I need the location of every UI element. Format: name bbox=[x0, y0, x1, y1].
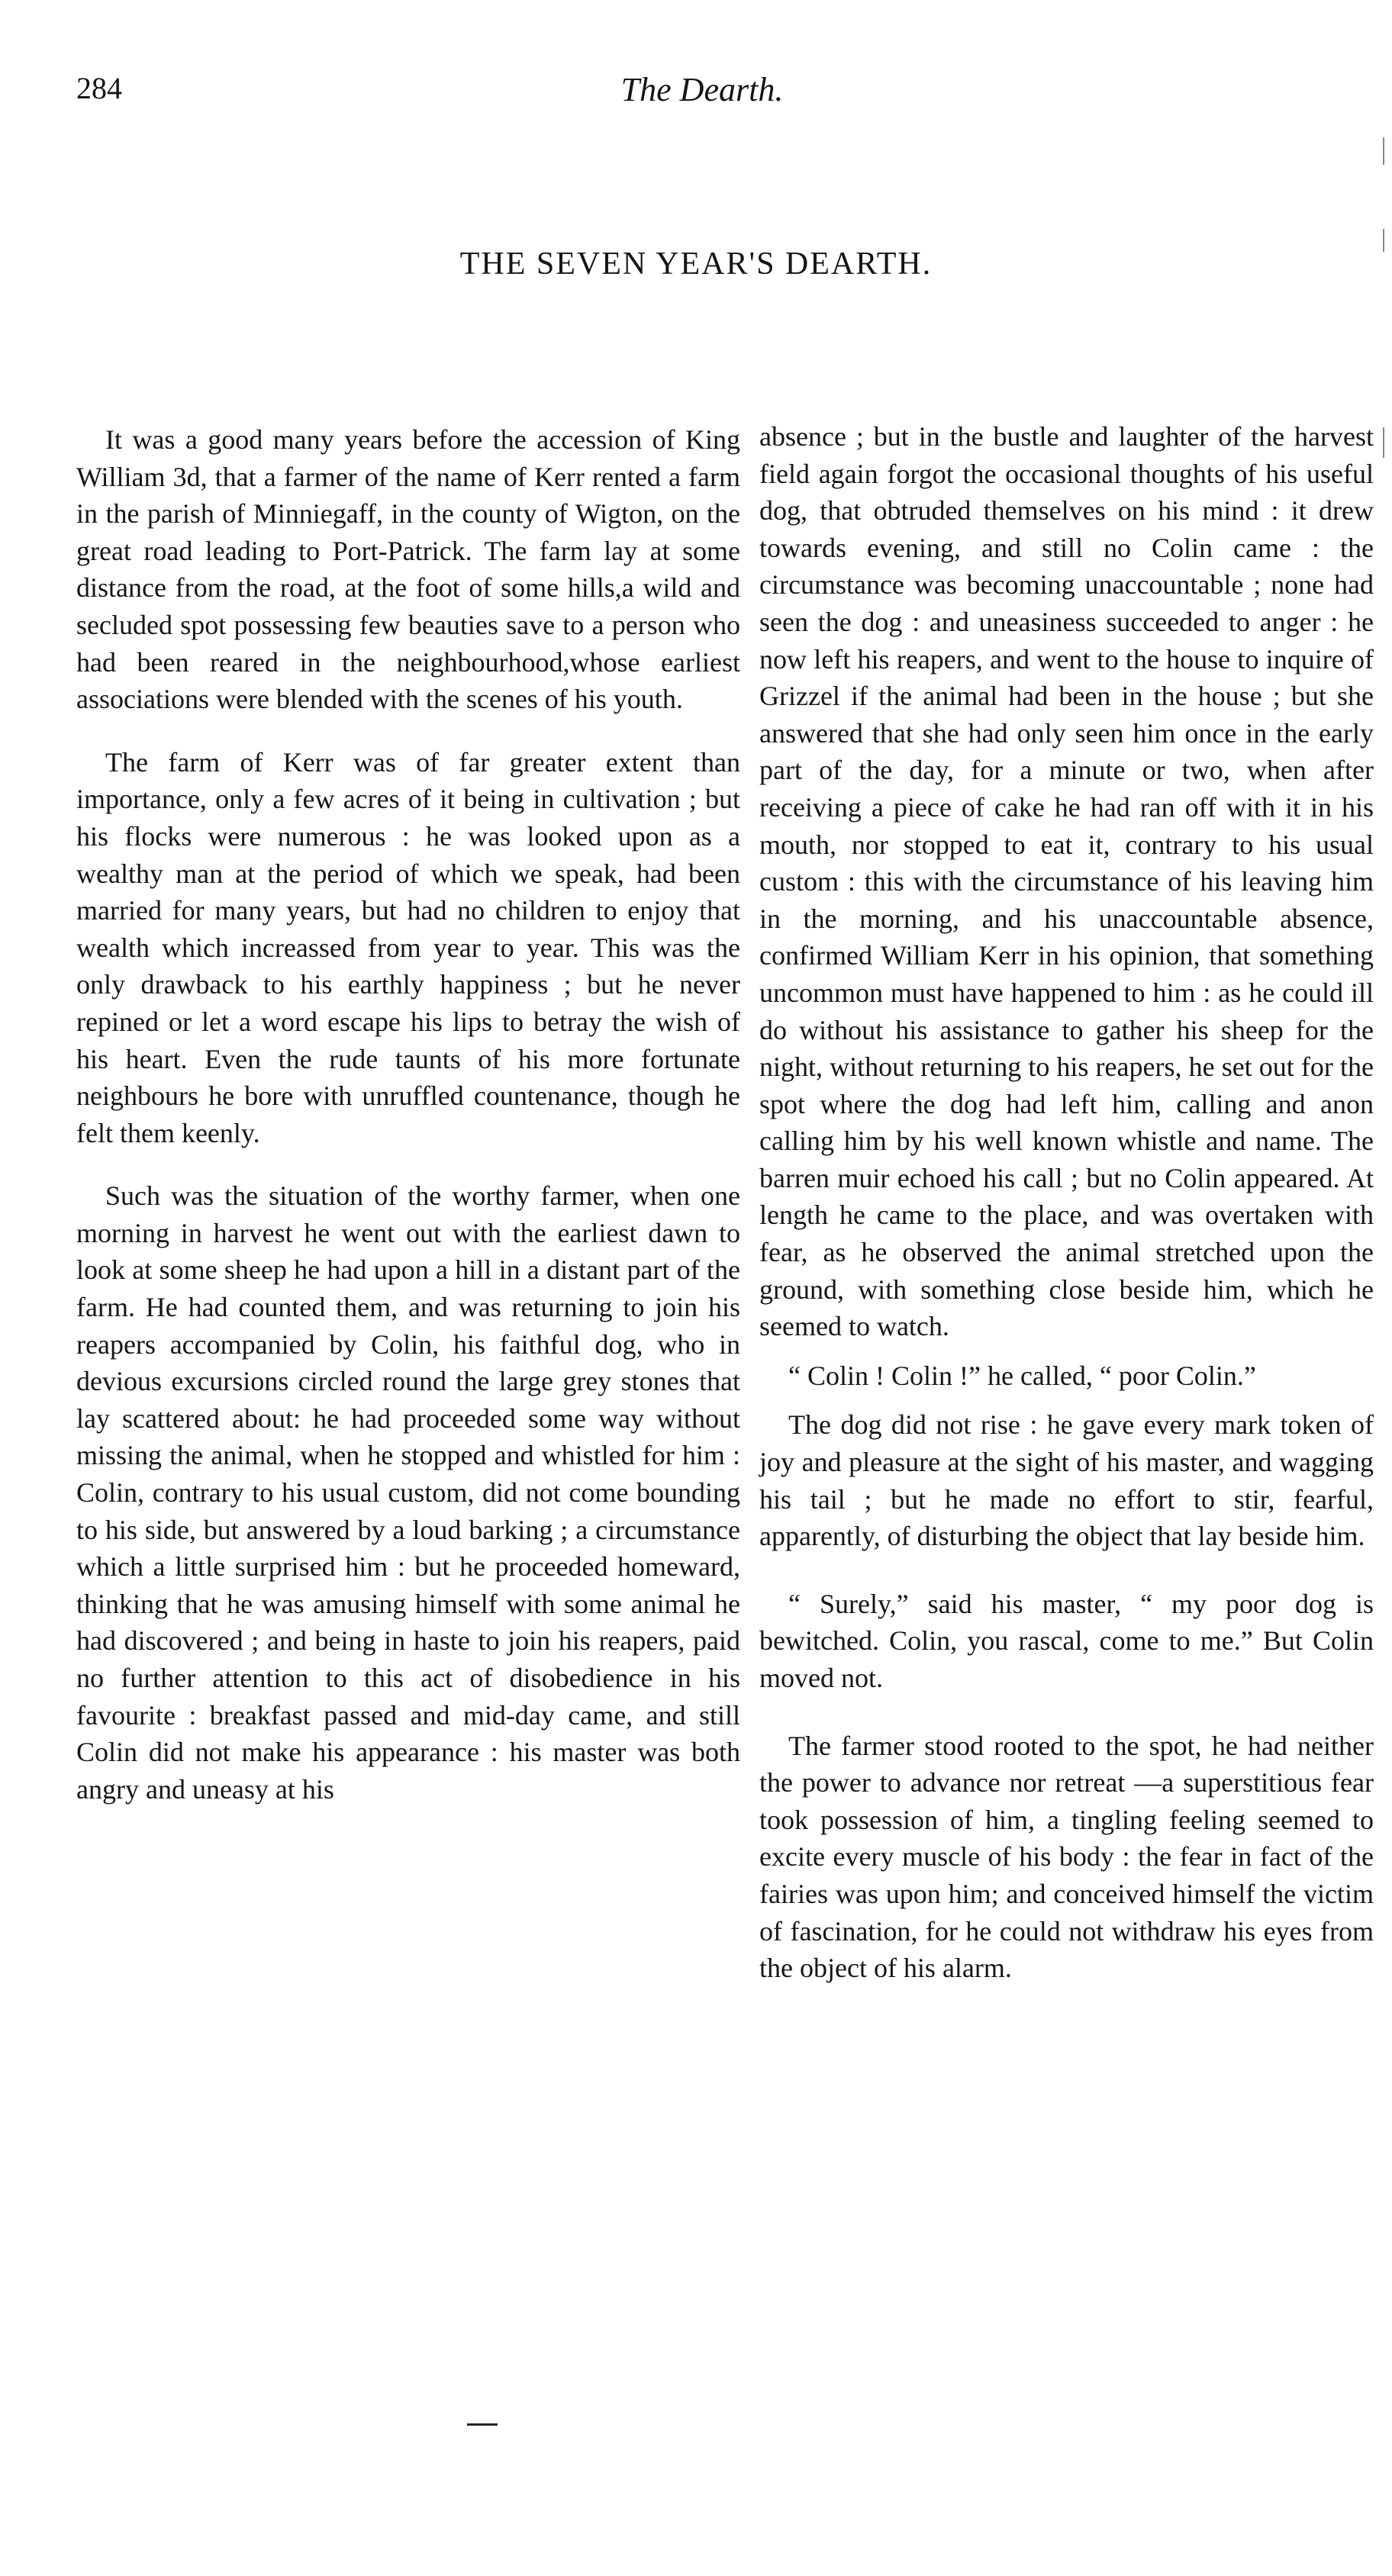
paragraph: Such was the situation of the worthy farmer, when one morning in harvest he went out with the earliest dawn to look at some sheep he had upon a hill in a distant part of the farm. He had counted them, and was returning to join his reapers accompanied by Colin, his faithful dog, who in devious excursions circled round the large grey stones that lay scattered about: he had proceeded some way without missing the animal, when he stopped and whistled for him : Colin, contrary to his usual custom, did not come bounding to his side, but answered by a loud barking ; a circumstance which a little surprised him : but he proceeded homeward, thinking that he was amusing himself with some animal he had discovered ; and being in haste to join his reapers, paid no further attention to this act of disobedience in his favourite : breakfast passed and mid-day came, and still Colin did not make his appearance : his master was both angry and uneasy at his bbox=[76, 1180, 740, 1805]
paragraph: The farm of Kerr was of far greater extent than importance, only a few acres of it being in cultivation ; but his flocks were numerous : he was looked upon as a wealthy man at the period of which we speak, had been married for many years, but had no children to enjoy that wealth which increassed from year to year. This was the only drawback to his earthly happiness ; but he never repined or let a word escape his lips to betray the wish of his heart. Even the rude taunts of his more fortunate neighbours he bore with unruffled countenance, though he felt them keenly. bbox=[76, 746, 740, 1148]
margin-mark bbox=[1383, 229, 1384, 252]
paragraph: The farmer stood rooted to the spot, he had neither the power to advance nor retreat —a superstitious fear took possession of him, a tingling feeling seemed to excite every muscle of his body : the fear in fact of the fairies was upon him; and conceived himself the victim of fascination, for he could not withdraw his eyes from the object of his alarm. bbox=[759, 1730, 1374, 1984]
paragraph: The dog did not rise : he gave every mark token of joy and pleasure at the sight of his master, and wagging his tail ; but he made no effort to stir, fearful, apparently, of disturbing the object that lay beside him. bbox=[759, 1409, 1374, 1552]
footer-rule bbox=[467, 2423, 498, 2426]
margin-mark bbox=[1383, 137, 1384, 165]
right-column bbox=[759, 418, 1374, 1987]
paragraph: It was a good many years before the accession of King William 3d, that a farmer of the name of Kerr rented a farm in the parish of Minniegaff, in the county of Wigton, on the great road leading to Port-Patrick. The farm lay at some distance from the road, at the foot of some hills,a wild and secluded spot possessing few beauties save to a person who had been reared in the neighbourhood,whose earliest associations were blended with the scenes of his youth. bbox=[76, 424, 740, 715]
page-number: 284 bbox=[76, 71, 122, 105]
running-title: The Dearth. bbox=[620, 71, 784, 108]
margin-mark bbox=[1383, 427, 1384, 458]
paragraph: absence ; but in the bustle and laughter of the harvest field again forgot the occasional thoughts of his useful dog, that obtruded themselves on his mind : it drew towards evening, and still no Colin came : the circumstance was becoming unaccountable ; none had seen the dog : and uneasiness succeeded to anger : he now left his reapers, and went to the house to inquire of Grizzel if the animal had been in the house ; but she answered that she had only seen him once in the early part of the day, for a minute or two, when after receiving a piece of cake he had ran off with it in his mouth, nor stopped to eat it, contrary to his usual custom : this with the circumstance of his leaving him in the morning, and his unaccountable absence, confirmed William Kerr in his opinion, that something uncommon must have happened to him : as he could ill do without his assistance to gather his sheep for the night, without returning to his reapers, he set out for the spot where the dog had left him, calling and anon calling him by his well known whistle and name. The barren muir echoed his call ; but no Colin appeared. At length he came to the place, and was overtaken with fear, as he observed the animal stretched upon the ground, with something close beside him, which he seemed to watch. bbox=[759, 421, 1374, 1342]
paragraph: “ Colin ! Colin !” he called, “ poor Colin.” bbox=[788, 1360, 1256, 1391]
left-column bbox=[76, 421, 740, 1808]
article-title: THE SEVEN YEAR'S DEARTH. bbox=[459, 246, 933, 282]
paragraph: “ Surely,” said his master, “ my poor dog is bewitched. Colin, you rascal, come to me.” But Colin moved not. bbox=[759, 1588, 1374, 1693]
page-header bbox=[76, 70, 1328, 116]
